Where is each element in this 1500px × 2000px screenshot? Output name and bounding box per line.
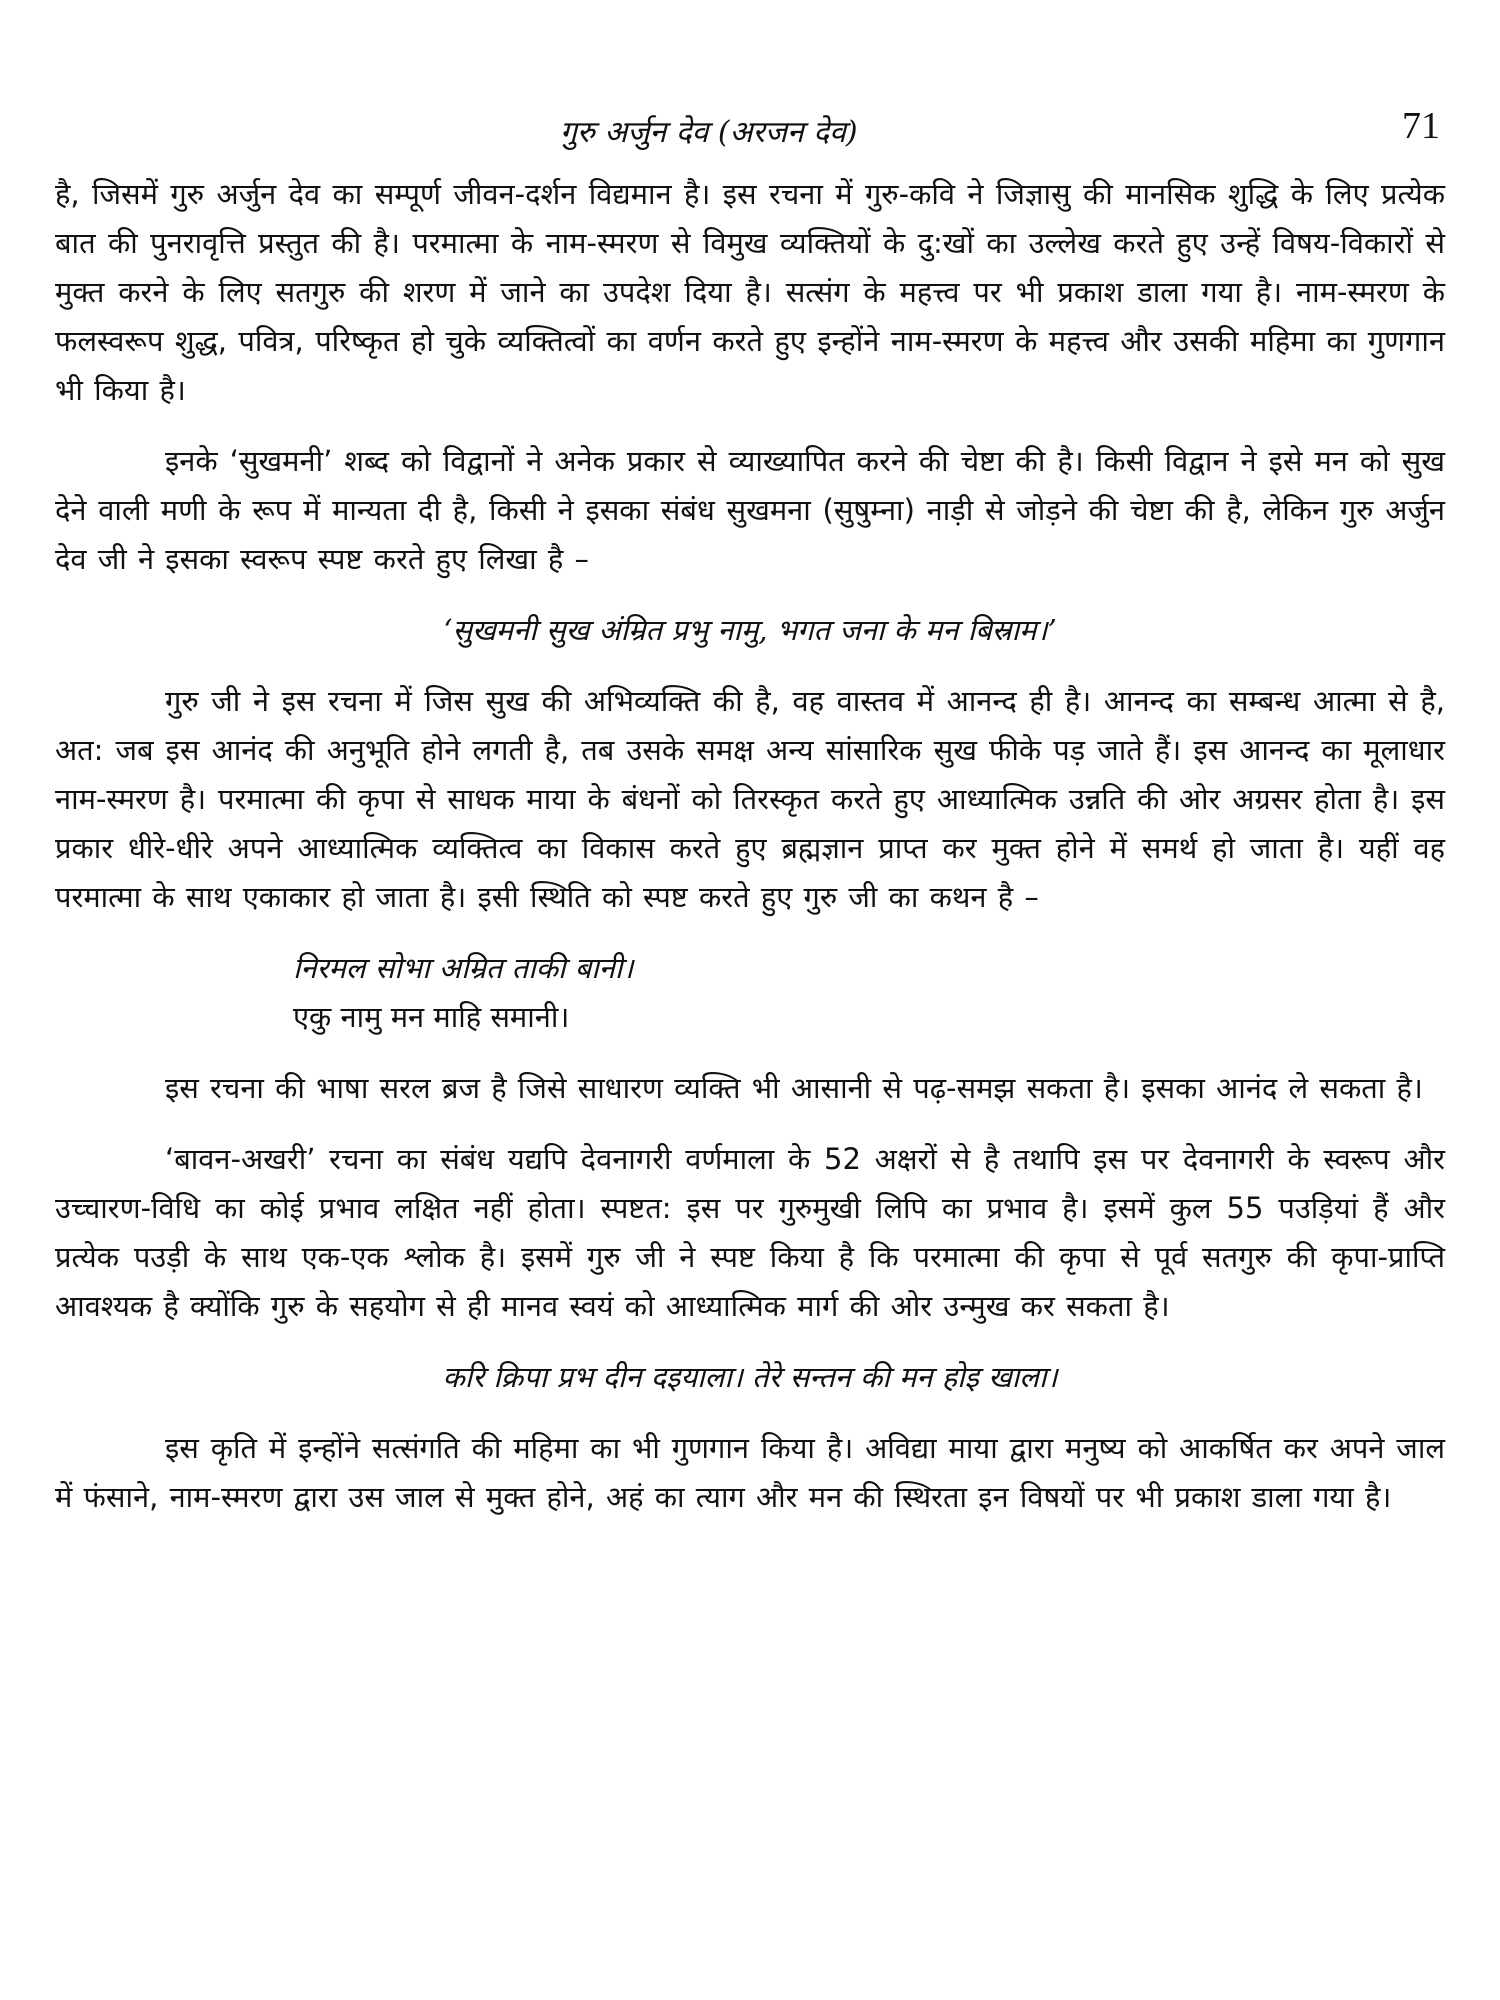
verse-line-1: निरमल सोभा अम्रित ताकी बानी। xyxy=(293,951,634,985)
paragraph-2: इनके ‘सुखमनी’ शब्द को विद्वानों ने अनेक प्रकार से व्याख्यापित करने की चेष्टा की है। किसी विद्वान ने इसे मन को सुख देने वाली मणी के रूप में मान्यता दी है, किसी ने इसका संबंध सुखमना (सुषुम्ना) नाड़ी से जोड़ने की चेष्टा की है, लेकिन गुरु अर्जुन देव जी ने इसका स्वरूप स्पष्ट करते हुए लिखा है – xyxy=(55,444,1445,576)
running-header xyxy=(0,105,1500,150)
page-body xyxy=(55,170,1445,1544)
paragraph-5: ‘बावन-अखरी’ रचना का संबंध यद्यपि देवनागरी वर्णमाला के 52 अक्षरों से है तथापि इस पर देवनागरी के स्वरूप और उच्चारण-विधि का कोई प्रभाव लक्षित नहीं होता। स्पष्टत: इस पर गुरुमुखी लिपि का प्रभाव है। इसमें कुल 55 पउड़ियां हैं और प्रत्येक पउड़ी के साथ एक-एक श्लोक है। इसमें गुरु जी ने स्पष्ट किया है कि परमात्मा की कृपा से पूर्व सतगुरु की कृपा-प्राप्ति आवश्यक है क्योंकि गुरु के सहयोग से ही मानव स्वयं को आध्यात्मिक मार्ग की ओर उन्मुख कर सकता है। xyxy=(55,1142,1445,1323)
paragraph-4: इस रचना की भाषा सरल ब्रज है जिसे साधारण व्यक्ति भी आसानी से पढ़-समझ सकता है। इसका आनंद ले सकता है। xyxy=(165,1071,1423,1105)
header-title: गुरु अर्जुन देव (अरजन देव) xyxy=(560,115,858,150)
quote-bavan-akhri: करि क्रिपा प्रभ दीन दइयाला। तेरे सन्तन की मन होइ खाला। xyxy=(442,1360,1058,1394)
paragraph-3: गुरु जी ने इस रचना में जिस सुख की अभिव्यक्ति की है, वह वास्तव में आनन्द ही है। आनन्द का सम्बन्ध आत्मा से है, अत: जब इस आनंद की अनुभूति होने लगती है, तब उसके समक्ष अन्य सांसारिक सुख फीके पड़ जाते हैं। इस आनन्द का मूलाधार नाम-स्मरण है। परमात्मा की कृपा से साधक माया के बंधनों को तिरस्कृत करते हुए आध्यात्मिक उन्नति की ओर अग्रसर होता है। इस प्रकार धीरे-धीरे अपने आध्यात्मिक व्यक्तित्व का विकास करते हुए ब्रह्मज्ञान प्राप्त कर मुक्त होने में समर्थ हो जाता है। यहीं वह परमात्मा के साथ एकाकार हो जाता है। इसी स्थिति को स्पष्ट करते हुए गुरु जी का कथन है – xyxy=(55,684,1445,914)
paragraph-6: इस कृति में इन्होंने सत्संगति की महिमा का भी गुणगान किया है। अविद्या माया द्वारा मनुष्य को आकर्षित कर अपने जाल में फंसाने, नाम-स्मरण द्वारा उस जाल से मुक्त होने, अहं का त्याग और मन की स्थिरता इन विषयों पर भी प्रकाश डाला गया है। xyxy=(55,1431,1445,1514)
verse-block xyxy=(55,944,1445,1042)
quote-sukhmani: ‘सुखमनी सुख अंम्रित प्रभु नामु, भगत जना के मन बिस्राम।’ xyxy=(443,613,1057,647)
page-number: 71 xyxy=(1402,105,1440,147)
verse-line-2: एकु नामु मन माहि समानी। xyxy=(293,1000,570,1034)
paragraph-1: है, जिसमें गुरु अर्जुन देव का सम्पूर्ण जीवन-दर्शन विद्यमान है। इस रचना में गुरु-कवि ने जिज्ञासु की मानसिक शुद्धि के लिए प्रत्येक बात की पुनरावृत्ति प्रस्तुत की है। परमात्मा के नाम-स्मरण से विमुख व्यक्तियों के दु:खों का उल्लेख करते हुए उन्हें विषय-विकारों से मुक्त करने के लिए सतगुरु की शरण में जाने का उपदेश दिया है। सत्संग के महत्त्व पर भी प्रकाश डाला गया है। नाम-स्मरण के फलस्वरूप शुद्ध, पवित्र, परिष्कृत हो चुके व्यक्तित्वों का वर्णन करते हुए इन्होंने नाम-स्मरण के महत्त्व और उसकी महिमा का गुणगान भी किया है। xyxy=(55,177,1445,407)
